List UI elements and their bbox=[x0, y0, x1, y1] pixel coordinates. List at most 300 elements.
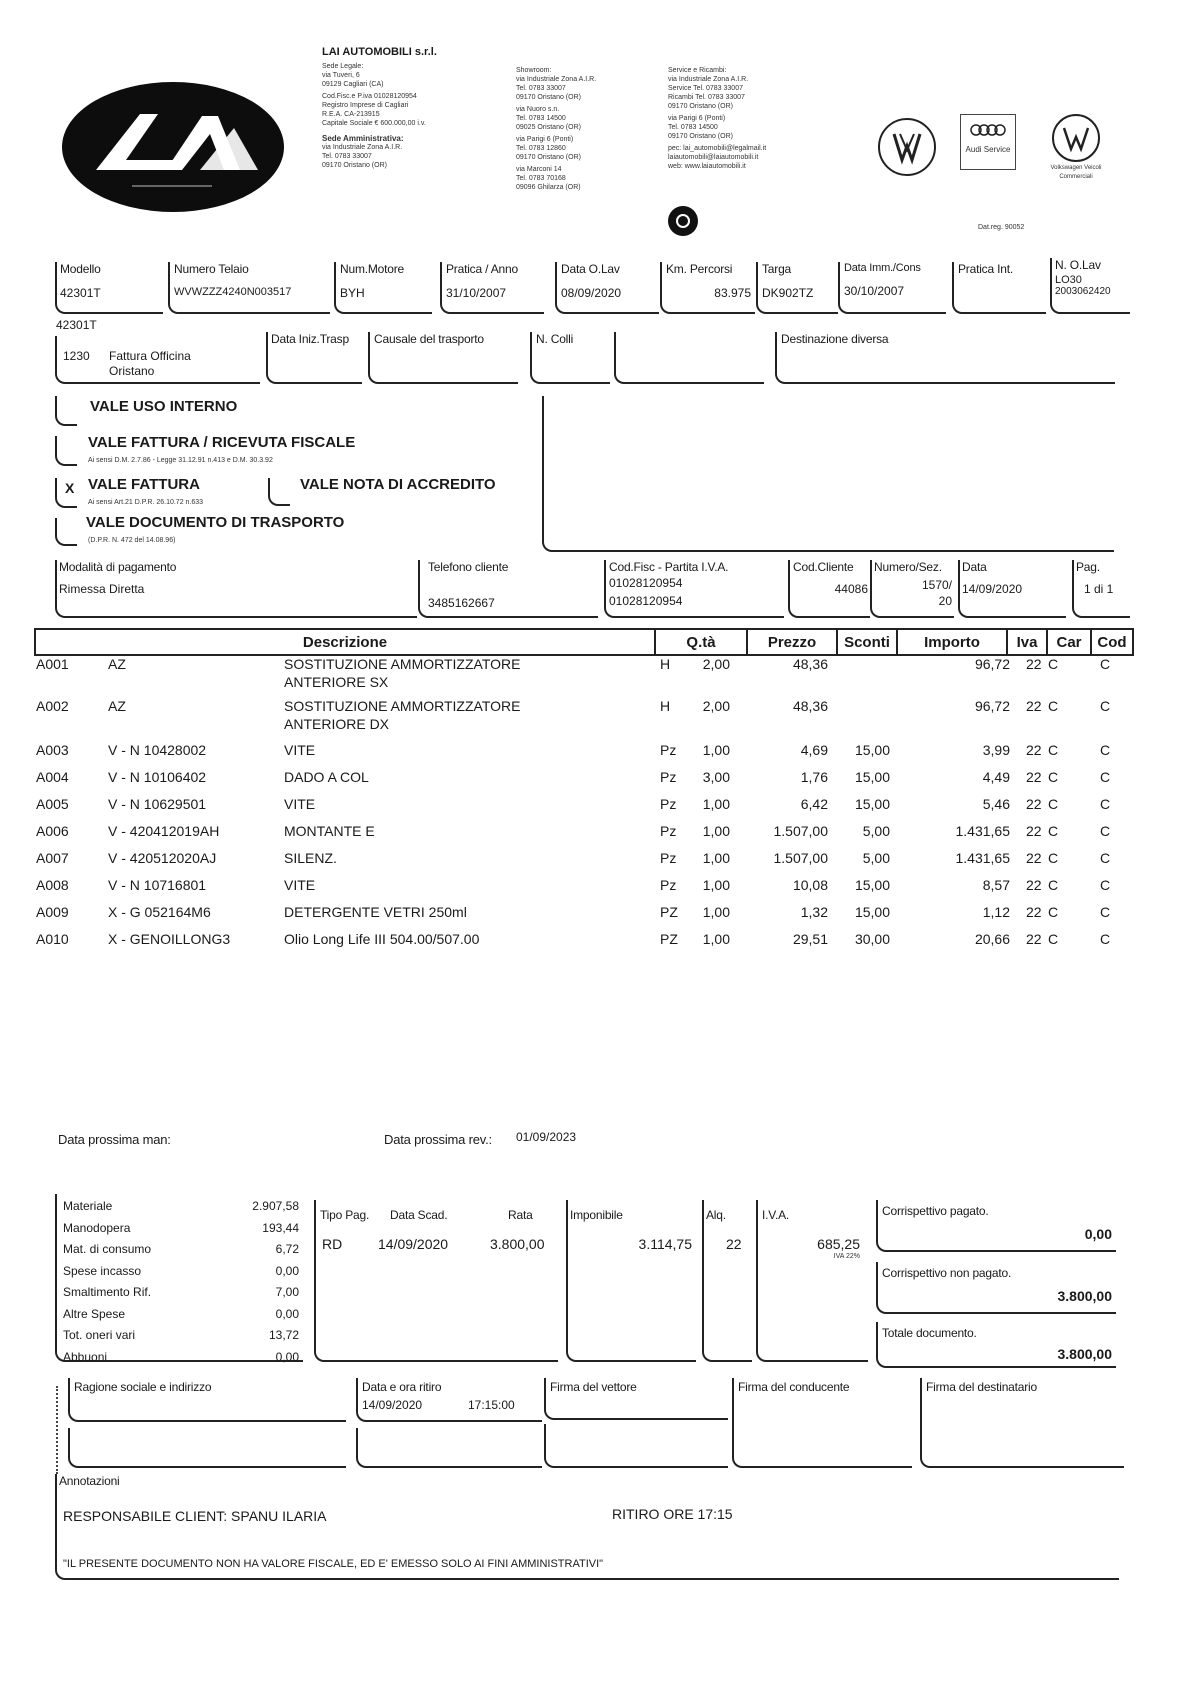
motore-value: BYH bbox=[340, 286, 365, 300]
item-code: V - 420512020AJ bbox=[108, 850, 217, 866]
item-unit: Pz bbox=[660, 850, 677, 866]
vw-commercial-logo-icon bbox=[1052, 114, 1100, 162]
item-quantity: 1,00 bbox=[702, 850, 730, 866]
modello-value: 42301T bbox=[60, 286, 101, 300]
data-olav-box bbox=[555, 262, 659, 314]
targa-label: Targa bbox=[762, 262, 792, 276]
item-description: Olio Long Life III 504.00/507.00 bbox=[284, 931, 480, 947]
pagato-box bbox=[876, 1200, 1116, 1252]
scadenze-box bbox=[314, 1200, 558, 1362]
col-descrizione: Descrizione bbox=[36, 630, 656, 656]
conducente-label: Firma del conducente bbox=[738, 1380, 850, 1394]
company-logo bbox=[62, 82, 284, 212]
incasso-value: 0,00 bbox=[275, 1263, 299, 1278]
ritiro-box bbox=[356, 1378, 542, 1422]
pratica-int-label: Pratica Int. bbox=[958, 262, 1013, 276]
item-price: 1,32 bbox=[800, 904, 828, 920]
destinatario-box bbox=[920, 1378, 1124, 1468]
sezione-value: 20 bbox=[938, 594, 952, 608]
table-row bbox=[36, 796, 1146, 823]
item-iva: 22 bbox=[1026, 796, 1042, 812]
pratica-int-box bbox=[952, 262, 1046, 314]
imponibile-value: 3.114,75 bbox=[638, 1236, 692, 1252]
altre-value: 0,00 bbox=[275, 1306, 299, 1321]
legal-line: via Tuveri, 6 bbox=[322, 72, 360, 79]
col-importo: Importo bbox=[898, 630, 1008, 656]
next-rev-label: Data prossima rev.: bbox=[384, 1132, 492, 1147]
fattura-check-mark: X bbox=[65, 480, 75, 496]
item-position: A002 bbox=[36, 698, 69, 714]
company-legal bbox=[322, 62, 487, 170]
table-row bbox=[36, 904, 1146, 931]
uso-interno-box bbox=[55, 396, 77, 426]
pagina-box bbox=[1072, 560, 1130, 618]
annotazioni-box bbox=[55, 1474, 1119, 1580]
item-amount: 1,12 bbox=[982, 904, 1010, 920]
legal-line: 09129 Cagliari (CA) bbox=[322, 81, 384, 88]
rata-label: Rata bbox=[508, 1208, 533, 1222]
ritiro-box-2 bbox=[356, 1428, 542, 1468]
col-qta: Q.tà bbox=[656, 630, 748, 656]
showroom-block: Showroom: via Industriale Zona A.I.R. Tel. 0783 33007 09170 Oristano (OR) via Nuoro s.n. Tel. 0783 14500 09025 Oristano (OR) via Parigi 6 (Ponti) Tel. 0783 12860 09170 Oristano (OR) via Marconi 14 Tel. 0783 70168 09096 Ghilarza (OR) bbox=[516, 67, 597, 191]
item-description-2: ANTERIORE DX bbox=[284, 716, 390, 732]
ddt-box bbox=[55, 518, 77, 546]
data-scad-label: Data Scad. bbox=[390, 1208, 448, 1222]
item-cod: C bbox=[1100, 742, 1111, 758]
item-quantity: 1,00 bbox=[702, 877, 730, 893]
item-unit: Pz bbox=[660, 769, 677, 785]
numero-value: 1570/ bbox=[921, 578, 952, 592]
rata-value: 3.800,00 bbox=[490, 1236, 545, 1252]
item-code: X - G 052164M6 bbox=[108, 904, 211, 920]
item-cod: C bbox=[1100, 904, 1111, 920]
targa-box bbox=[756, 262, 838, 314]
oneri-value: 13,72 bbox=[268, 1328, 299, 1342]
nolav-value-2: 2003062420 bbox=[1055, 286, 1111, 297]
item-cod: C bbox=[1100, 796, 1111, 812]
numero-box bbox=[870, 560, 954, 618]
fattura-box bbox=[55, 478, 77, 508]
item-car: C bbox=[1048, 769, 1059, 785]
codcliente-value: 44086 bbox=[834, 582, 868, 596]
item-price: 4,69 bbox=[800, 742, 828, 758]
item-car: C bbox=[1048, 931, 1059, 947]
destinatario-label: Firma del destinatario bbox=[926, 1380, 1037, 1394]
destinazione-box bbox=[775, 332, 1115, 384]
item-price: 29,51 bbox=[792, 931, 828, 947]
item-position: A010 bbox=[36, 931, 69, 947]
next-rev-value: 01/09/2023 bbox=[516, 1130, 577, 1144]
item-quantity: 1,00 bbox=[702, 742, 730, 758]
data-imm-box bbox=[838, 262, 946, 314]
item-amount: 5,46 bbox=[982, 796, 1010, 812]
ddt-note: (D.P.R. N. 472 del 14.08.96) bbox=[88, 537, 176, 544]
pagato-value: 0,00 bbox=[1084, 1226, 1112, 1242]
item-description: SOSTITUZIONE AMMORTIZZATORE bbox=[284, 698, 521, 714]
telefono-value: 3485162667 bbox=[428, 596, 495, 610]
blank-box bbox=[614, 332, 764, 384]
item-car: C bbox=[1048, 656, 1059, 672]
item-discount: 5,00 bbox=[862, 850, 890, 866]
data-inizio-label: Data Iniz.Trasp bbox=[271, 332, 349, 346]
item-code: AZ bbox=[108, 656, 126, 672]
item-quantity: 1,00 bbox=[702, 823, 730, 839]
totale-label: Totale documento. bbox=[882, 1326, 977, 1340]
side-dots bbox=[56, 1386, 60, 1474]
legal-line: Capitale Sociale € 600.000,00 i.v. bbox=[322, 120, 426, 127]
next-manut-label: Data prossima man: bbox=[58, 1132, 171, 1147]
modello-label: Modello bbox=[60, 262, 101, 276]
item-quantity: 1,00 bbox=[702, 904, 730, 920]
item-iva: 22 bbox=[1026, 823, 1042, 839]
item-unit: H bbox=[660, 656, 671, 672]
codcliente-box bbox=[788, 560, 870, 618]
item-cod: C bbox=[1100, 850, 1111, 866]
audi-service-label: Audi Service bbox=[965, 145, 1011, 154]
piva-value: 01028120954 bbox=[609, 594, 683, 608]
item-discount: 15,00 bbox=[854, 769, 890, 785]
altre-label: Altre Spese bbox=[63, 1306, 126, 1321]
modello-sub: 42301T bbox=[56, 318, 97, 332]
item-description: SOSTITUZIONE AMMORTIZZATORE bbox=[284, 656, 521, 672]
nolav-value-1: LO30 bbox=[1055, 274, 1082, 286]
abbuoni-value: 0,00 bbox=[275, 1349, 299, 1364]
km-value: 83.975 bbox=[714, 286, 751, 300]
item-cod: C bbox=[1100, 877, 1111, 893]
item-iva: 22 bbox=[1026, 877, 1042, 893]
conducente-box bbox=[732, 1378, 912, 1468]
legal-line: Cod.Fisc.e P.iva 01028120954 bbox=[322, 93, 417, 100]
iva-note: IVA 22% bbox=[833, 1253, 860, 1260]
item-car: C bbox=[1048, 742, 1059, 758]
admin-line: Tel. 0783 33007 bbox=[322, 153, 372, 160]
item-unit: PZ bbox=[660, 931, 678, 947]
item-price: 10,08 bbox=[792, 877, 828, 893]
fattura-ricevuta-label: VALE FATTURA / RICEVUTA FISCALE bbox=[88, 434, 356, 451]
data-olav-value: 08/09/2020 bbox=[561, 286, 622, 300]
col-cod: Cod bbox=[1097, 634, 1127, 651]
table-row bbox=[36, 850, 1146, 877]
annotazioni-label: Annotazioni bbox=[59, 1474, 120, 1488]
motore-label: Num.Motore bbox=[340, 262, 405, 276]
nota-accredito-label: VALE NOTA DI ACCREDITO bbox=[300, 476, 496, 493]
col-iva: Iva bbox=[1008, 630, 1048, 656]
item-description: DETERGENTE VETRI 250ml bbox=[284, 904, 467, 920]
telaio-box bbox=[168, 262, 330, 314]
item-unit: Pz bbox=[660, 796, 677, 812]
data-value: 14/09/2020 bbox=[962, 582, 1023, 596]
fattura-note: Ai sensi Art.21 D.P.R. 26.10.72 n.633 bbox=[88, 499, 204, 506]
item-description: VITE bbox=[284, 796, 316, 812]
fattura-ricevuta-box bbox=[55, 436, 77, 466]
item-cod: C bbox=[1100, 656, 1111, 672]
data-label: Data bbox=[962, 560, 987, 574]
item-code: AZ bbox=[108, 698, 126, 714]
destination-address-box bbox=[542, 396, 1114, 552]
data-imm-label: Data Imm./Cons bbox=[844, 262, 921, 274]
totals-box bbox=[55, 1194, 303, 1362]
admin-line: 09170 Oristano (OR) bbox=[322, 162, 387, 169]
item-code: V - 420412019AH bbox=[108, 823, 220, 839]
numero-label: Numero/Sez. bbox=[874, 560, 942, 574]
iva-box bbox=[756, 1200, 868, 1362]
materiale-label: Materiale bbox=[63, 1199, 113, 1213]
logo-mark-icon bbox=[62, 82, 284, 212]
nolav-label: N. O.Lav bbox=[1055, 258, 1101, 272]
legal-line: Sede Legale: bbox=[322, 63, 364, 70]
item-code: V - N 10629501 bbox=[108, 796, 207, 812]
item-quantity: 2,00 bbox=[702, 698, 730, 714]
certification-icon bbox=[668, 206, 698, 236]
tipo-pag-label: Tipo Pag. bbox=[320, 1208, 370, 1222]
item-price: 48,36 bbox=[792, 656, 828, 672]
item-iva: 22 bbox=[1026, 904, 1042, 920]
ragione-box bbox=[68, 1378, 346, 1422]
codcliente-label: Cod.Cliente bbox=[793, 560, 854, 574]
item-discount: 5,00 bbox=[862, 823, 890, 839]
item-car: C bbox=[1048, 823, 1059, 839]
item-car: C bbox=[1048, 904, 1059, 920]
incasso-label: Spese incasso bbox=[63, 1263, 142, 1278]
colli-box bbox=[530, 332, 610, 384]
motore-box bbox=[334, 262, 432, 314]
abbuoni-label: Abbuoni bbox=[63, 1349, 108, 1364]
item-price: 1.507,00 bbox=[773, 850, 828, 866]
fattura-ricevuta-note: Ai sensi D.M. 2.7.86 - Legge 31.12.91 n.413 e D.M. 30.3.92 bbox=[88, 457, 273, 464]
table-row bbox=[36, 656, 1146, 690]
item-code: V - N 10716801 bbox=[108, 877, 207, 893]
vettore-label: Firma del vettore bbox=[550, 1380, 637, 1394]
cliente-city: Oristano bbox=[109, 364, 155, 378]
codfisc-label: Cod.Fisc - Partita I.V.A. bbox=[609, 560, 729, 574]
company-name: LAI AUTOMOBILI s.r.l. bbox=[322, 46, 437, 58]
pag-label: Pag. bbox=[1076, 560, 1100, 574]
modalita-value: Rimessa Diretta bbox=[59, 582, 145, 596]
causale-box bbox=[368, 332, 518, 384]
non-pagato-box bbox=[876, 1262, 1116, 1314]
note-responsabile: RESPONSABILE CLIENT: SPANU ILARIA bbox=[63, 1508, 327, 1524]
table-row bbox=[36, 742, 1146, 769]
tipo-pag-value: RD bbox=[322, 1236, 343, 1252]
table-row bbox=[36, 931, 1146, 958]
legal-line: Registro Imprese di Cagliari bbox=[322, 102, 409, 109]
modalita-box bbox=[55, 560, 417, 618]
admin-label: Sede Amministrativa: bbox=[322, 134, 404, 143]
item-quantity: 1,00 bbox=[702, 796, 730, 812]
item-unit: Pz bbox=[660, 823, 677, 839]
item-quantity: 1,00 bbox=[702, 931, 730, 947]
item-amount: 1.431,65 bbox=[955, 850, 1010, 866]
item-car: C bbox=[1048, 698, 1059, 714]
cliente-name: Fattura Officina bbox=[109, 349, 191, 363]
item-position: A008 bbox=[36, 877, 69, 893]
ritiro-ora: 17:15:00 bbox=[468, 1398, 515, 1412]
smaltimento-value: 7,00 bbox=[275, 1285, 299, 1299]
pagato-label: Corrispettivo pagato. bbox=[882, 1204, 989, 1218]
uso-interno-label: VALE USO INTERNO bbox=[90, 398, 238, 415]
ragione-label: Ragione sociale e indirizzo bbox=[74, 1380, 212, 1394]
pratica-label: Pratica / Anno bbox=[446, 262, 518, 276]
data-imm-value: 30/10/2007 bbox=[844, 284, 905, 298]
item-iva: 22 bbox=[1026, 931, 1042, 947]
item-discount: 15,00 bbox=[854, 796, 890, 812]
smaltimento-label: Smaltimento Rif. bbox=[63, 1285, 152, 1299]
consumo-label: Mat. di consumo bbox=[63, 1242, 152, 1256]
item-car: C bbox=[1048, 850, 1059, 866]
manodopera-label: Manodopera bbox=[63, 1220, 131, 1235]
consumo-value: 6,72 bbox=[275, 1242, 299, 1256]
km-box bbox=[660, 262, 755, 314]
item-unit: PZ bbox=[660, 904, 678, 920]
item-description: VITE bbox=[284, 742, 316, 758]
codfisc-box bbox=[604, 560, 784, 618]
service-block: Service e Ricambi: via Industriale Zona A.I.R. Service Tel. 0783 33007 Ricambi Tel. 0783 33007 09170 Oristano (OR) via Parigi 6 (Ponti) Tel. 0783 14500 09170 Oristano (OR) pec: lai_automobili@legalmail.it laiautomobili@laiautomobili.it web: www.laiautomobili.it bbox=[668, 67, 767, 170]
item-description: SILENZ. bbox=[284, 850, 337, 866]
item-code: X - GENOILLONG3 bbox=[108, 931, 231, 947]
note-disclaimer: "IL PRESENTE DOCUMENTO NON HA VALORE FISCALE, ED E' EMESSO SOLO AI FINI AMMINISTRATIVI" bbox=[63, 1558, 604, 1570]
legal-line: R.E.A. CA-213915 bbox=[322, 111, 380, 118]
item-amount: 20,66 bbox=[974, 931, 1010, 947]
nota-accredito-box bbox=[268, 478, 290, 506]
item-cod: C bbox=[1100, 698, 1111, 714]
reg-number: Dat.reg. 90052 bbox=[978, 224, 1025, 231]
item-iva: 22 bbox=[1026, 742, 1042, 758]
table-row bbox=[36, 823, 1146, 850]
item-position: A009 bbox=[36, 904, 69, 920]
item-price: 6,42 bbox=[800, 796, 828, 812]
item-position: A003 bbox=[36, 742, 69, 758]
materiale-value: 2.907,58 bbox=[252, 1199, 299, 1213]
vw-logo-icon bbox=[878, 118, 936, 176]
iva-label: I.V.A. bbox=[762, 1208, 790, 1222]
item-quantity: 2,00 bbox=[702, 656, 730, 672]
item-cod: C bbox=[1100, 823, 1111, 839]
targa-value: DK902TZ bbox=[762, 286, 814, 300]
item-car: C bbox=[1048, 877, 1059, 893]
manodopera-value: 193,44 bbox=[262, 1220, 299, 1235]
audi-service-icon bbox=[960, 114, 1016, 170]
vettore-box-2 bbox=[544, 1424, 728, 1468]
item-position: A004 bbox=[36, 769, 69, 785]
data-olav-label: Data O.Lav bbox=[561, 262, 620, 276]
non-pagato-label: Corrispettivo non pagato. bbox=[882, 1266, 1012, 1280]
col-car: Car bbox=[1048, 630, 1092, 656]
item-description: DADO A COL bbox=[284, 769, 369, 785]
item-iva: 22 bbox=[1026, 698, 1042, 714]
imponibile-box bbox=[566, 1200, 696, 1362]
ragione-box-2 bbox=[68, 1428, 346, 1468]
nolav-box bbox=[1050, 258, 1130, 314]
item-discount: 30,00 bbox=[854, 931, 890, 947]
data-box bbox=[958, 560, 1066, 618]
item-amount: 96,72 bbox=[974, 698, 1010, 714]
fattura-label: VALE FATTURA bbox=[88, 476, 200, 493]
aliquota-value: 22 bbox=[726, 1236, 742, 1252]
item-unit: H bbox=[660, 698, 671, 714]
vettore-box bbox=[544, 1378, 728, 1420]
vw-commercial-label: Volkswagen Veicoli Commerciali bbox=[1050, 165, 1102, 180]
item-unit: Pz bbox=[660, 742, 677, 758]
item-amount: 4,49 bbox=[982, 769, 1010, 785]
destinazione-label: Destinazione diversa bbox=[781, 332, 889, 346]
aliquota-box bbox=[702, 1200, 752, 1362]
modello-box bbox=[55, 262, 163, 314]
item-description: VITE bbox=[284, 877, 316, 893]
item-price: 48,36 bbox=[792, 698, 828, 714]
totale-box bbox=[876, 1322, 1116, 1368]
ritiro-data: 14/09/2020 bbox=[362, 1398, 423, 1412]
item-price: 1,76 bbox=[800, 769, 828, 785]
item-car: C bbox=[1048, 796, 1059, 812]
telefono-box bbox=[418, 560, 598, 618]
item-amount: 3,99 bbox=[982, 742, 1010, 758]
pag-value: 1 di 1 bbox=[1084, 582, 1114, 596]
imponibile-label: Imponibile bbox=[570, 1208, 623, 1222]
ddt-label: VALE DOCUMENTO DI TRASPORTO bbox=[86, 514, 345, 531]
item-iva: 22 bbox=[1026, 769, 1042, 785]
item-position: A005 bbox=[36, 796, 69, 812]
item-position: A001 bbox=[36, 656, 69, 672]
item-quantity: 3,00 bbox=[702, 769, 730, 785]
item-position: A006 bbox=[36, 823, 69, 839]
km-label: Km. Percorsi bbox=[666, 262, 733, 276]
col-prezzo: Prezzo bbox=[748, 630, 838, 656]
pratica-box bbox=[440, 262, 544, 314]
item-discount: 15,00 bbox=[854, 877, 890, 893]
oneri-label: Tot. oneri vari bbox=[63, 1328, 136, 1342]
non-pagato-value: 3.800,00 bbox=[1057, 1288, 1112, 1304]
aliquota-label: Alq. bbox=[706, 1208, 726, 1222]
item-code: V - N 10428002 bbox=[108, 742, 207, 758]
table-row bbox=[36, 769, 1146, 796]
item-amount: 96,72 bbox=[974, 656, 1010, 672]
item-position: A007 bbox=[36, 850, 69, 866]
admin-line: via Industriale Zona A.I.R. bbox=[322, 144, 403, 151]
telefono-label: Telefono cliente bbox=[428, 560, 509, 574]
item-price: 1.507,00 bbox=[773, 823, 828, 839]
items-table-header bbox=[34, 628, 1134, 656]
causale-label: Causale del trasporto bbox=[374, 332, 484, 346]
ritiro-label: Data e ora ritiro bbox=[362, 1380, 442, 1394]
cliente-code: 1230 bbox=[63, 349, 90, 363]
item-description: MONTANTE E bbox=[284, 823, 375, 839]
item-iva: 22 bbox=[1026, 850, 1042, 866]
item-discount: 15,00 bbox=[854, 904, 890, 920]
item-description-2: ANTERIORE SX bbox=[284, 674, 389, 690]
col-sconti: Sconti bbox=[838, 630, 898, 656]
item-code: V - N 10106402 bbox=[108, 769, 207, 785]
item-discount: 15,00 bbox=[854, 742, 890, 758]
item-unit: Pz bbox=[660, 877, 677, 893]
table-row bbox=[36, 698, 1146, 732]
table-row bbox=[36, 877, 1146, 904]
item-iva: 22 bbox=[1026, 656, 1042, 672]
item-cod: C bbox=[1100, 769, 1111, 785]
cliente-box bbox=[55, 336, 260, 384]
item-amount: 1.431,65 bbox=[955, 823, 1010, 839]
item-amount: 8,57 bbox=[982, 877, 1010, 893]
data-inizio-box bbox=[266, 332, 362, 384]
codfisc-value: 01028120954 bbox=[609, 576, 683, 590]
colli-label: N. Colli bbox=[536, 332, 574, 346]
iva-value: 685,25 bbox=[817, 1236, 860, 1252]
item-cod: C bbox=[1100, 931, 1111, 947]
modalita-label: Modalità di pagamento bbox=[59, 560, 177, 574]
data-scad-value: 14/09/2020 bbox=[378, 1236, 449, 1252]
pratica-value: 31/10/2007 bbox=[446, 286, 507, 300]
note-ritiro: RITIRO ORE 17:15 bbox=[612, 1506, 733, 1522]
telaio-label: Numero Telaio bbox=[174, 262, 249, 276]
